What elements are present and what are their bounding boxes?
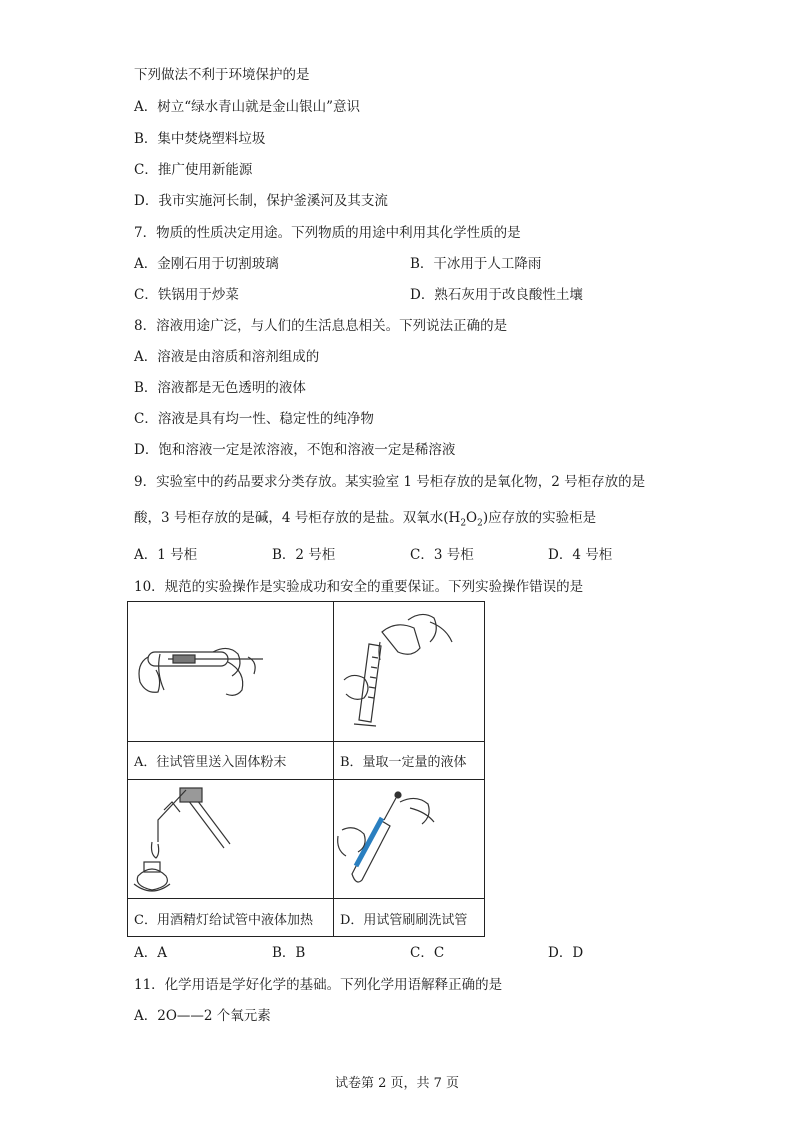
q10-option-c: C．C bbox=[410, 945, 445, 961]
q9-option-a: A．1 号柜 bbox=[134, 547, 198, 563]
q6-option-b: B．集中焚烧塑料垃圾 bbox=[134, 131, 266, 147]
q10-option-b: B．B bbox=[272, 945, 306, 961]
alcohol-lamp-heating-illustration bbox=[128, 780, 333, 898]
test-tube-brush-illustration bbox=[334, 780, 486, 898]
q9-option-b: B．2 号柜 bbox=[272, 547, 336, 563]
q6-option-a: A．树立“绿水青山就是金山银山”意识 bbox=[134, 99, 361, 115]
powder-in-test-tube-illustration bbox=[128, 602, 333, 741]
q7-stem: 7．物质的性质决定用途。下列物质的用途中利用其化学性质的是 bbox=[134, 225, 521, 241]
q10-stem: 10．规范的实验操作是实验成功和安全的重要保证。下列实验操作错误的是 bbox=[134, 579, 584, 595]
q10-cell-a-caption: A．往试管里送入固体粉末 bbox=[134, 755, 287, 770]
q7-option-a: A．金刚石用于切割玻璃 bbox=[134, 256, 279, 272]
q9-option-c: C．3 号柜 bbox=[410, 547, 474, 563]
page-footer: 试卷第 2 页，共 7 页 bbox=[334, 1076, 460, 1091]
q7-option-d: D．熟石灰用于改良酸性土壤 bbox=[410, 287, 583, 303]
q10-cell-c-caption: C．用酒精灯给试管中液体加热 bbox=[134, 913, 313, 928]
q10-option-d: D．D bbox=[548, 945, 584, 961]
q11-option-a: A．2O——2 个氧元素 bbox=[134, 1008, 271, 1024]
q9-option-d: D．4 号柜 bbox=[548, 547, 613, 563]
q6-option-c: C．推广使用新能源 bbox=[134, 162, 253, 178]
q8-stem: 8．溶液用途广泛，与人们的生活息息相关。下列说法正确的是 bbox=[134, 318, 508, 334]
q7-option-b: B．干冰用于人工降雨 bbox=[410, 256, 542, 272]
q8-option-b: B．溶液都是无色透明的液体 bbox=[134, 380, 306, 396]
q9-stem-line1: 9．实验室中的药品要求分类存放。某实验室 1 号柜存放的是氧化物，2 号柜存放的是 bbox=[134, 474, 646, 490]
q8-option-c: C．溶液是具有均一性、稳定性的纯净物 bbox=[134, 411, 374, 427]
q9-stem-line2-pre: 酸，3 号柜存放的是碱，4 号柜存放的是盐。双氧水( bbox=[134, 510, 449, 526]
q7-option-c: C．铁锅用于炒菜 bbox=[134, 287, 239, 303]
q6-option-d: D．我市实施河长制，保护釜溪河及其支流 bbox=[134, 193, 388, 209]
q6-stem: 下列做法不利于环境保护的是 bbox=[134, 67, 310, 83]
q11-stem: 11．化学用语是学好化学的基础。下列化学用语解释正确的是 bbox=[134, 977, 503, 993]
q10-option-a: A．A bbox=[134, 945, 167, 961]
q9-stem-line2 bbox=[134, 508, 596, 534]
h2o2-formula: $H_2O_2$ bbox=[448, 510, 483, 529]
q10-figure-table bbox=[127, 601, 485, 937]
q8-option-d: D．饱和溶液一定是浓溶液，不饱和溶液一定是稀溶液 bbox=[134, 442, 456, 458]
q8-option-a: A．溶液是由溶质和溶剂组成的 bbox=[134, 349, 320, 365]
measuring-cylinder-illustration bbox=[334, 602, 486, 741]
q9-stem-line2-post: )应存放的实验柜是 bbox=[482, 510, 597, 526]
q10-cell-d-caption: D．用试管刷刷洗试管 bbox=[340, 913, 468, 928]
q10-cell-b-caption: B．量取一定量的液体 bbox=[340, 755, 467, 770]
